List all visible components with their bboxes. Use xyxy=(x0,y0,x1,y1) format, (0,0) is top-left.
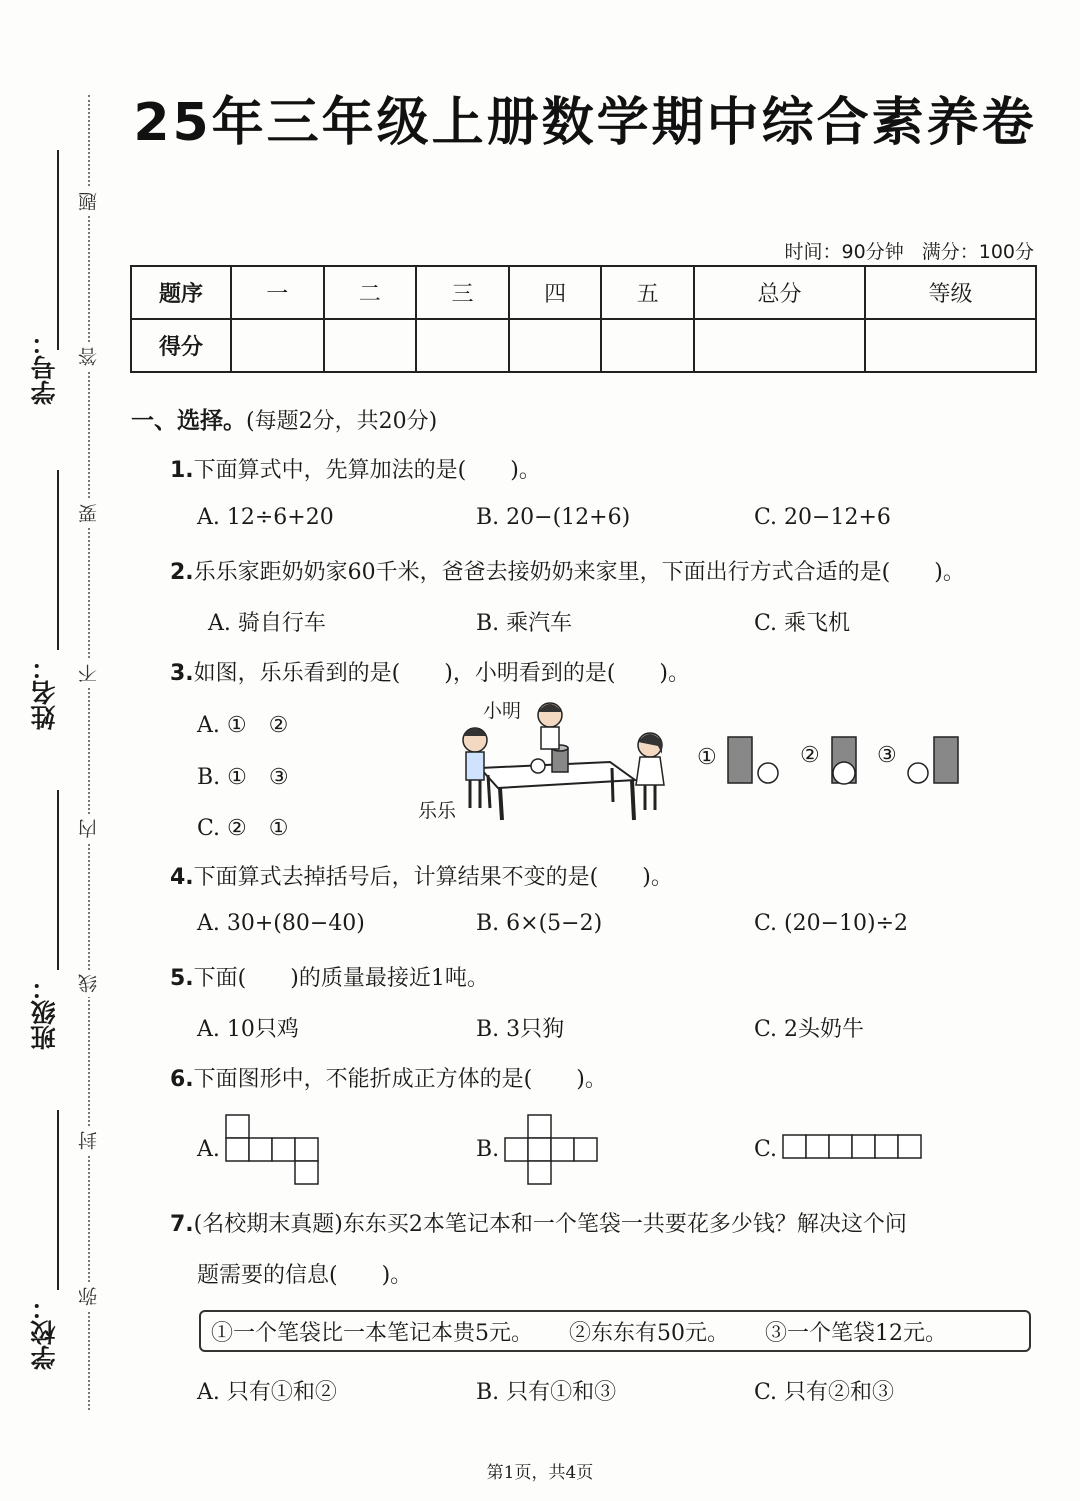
info-item: ③一个笔袋12元。 xyxy=(765,1320,947,1346)
score-table-header-row xyxy=(131,266,1036,319)
option-c[interactable]: C. ② ① xyxy=(197,816,289,841)
option-a[interactable]: A. 10只鸡 xyxy=(197,1017,299,1042)
lele-label: 乐乐 xyxy=(418,800,457,822)
full-score: 满分：100分 xyxy=(921,241,1034,263)
view-label: ① xyxy=(697,745,717,770)
question-number: 5. xyxy=(170,966,194,991)
class-label: 班级： xyxy=(30,975,59,1050)
option-c[interactable]: C. (20−10)÷2 xyxy=(754,911,909,936)
question-text: 如图，乐乐看到的是( )，小明看到的是( )。 xyxy=(193,661,691,686)
option-b[interactable]: B. 6×(5−2) xyxy=(476,911,603,936)
seal-char: 线 xyxy=(78,970,100,997)
question-1 xyxy=(170,453,541,484)
score-col-header: 题序 xyxy=(131,266,231,319)
cube-net-b xyxy=(503,1113,603,1187)
question-3 xyxy=(170,656,690,687)
seal-char: 题 xyxy=(78,188,100,215)
score-col-header: 四 xyxy=(509,266,602,319)
option-b[interactable]: B. 20−(12+6) xyxy=(476,505,631,530)
question-5 xyxy=(170,961,489,992)
score-row-label: 得分 xyxy=(131,319,231,372)
view-label: ③ xyxy=(877,743,897,768)
option-a[interactable]: A. ① ② xyxy=(197,713,289,738)
score-col-header: 等级 xyxy=(865,266,1036,319)
option-a[interactable]: A. 骑自行车 xyxy=(208,611,326,636)
score-col-header: 总分 xyxy=(694,266,865,319)
option-c[interactable]: C. xyxy=(754,1137,778,1162)
seal-char: 要 xyxy=(78,500,100,527)
question-7 xyxy=(170,1207,907,1238)
question-text: 下面( )的质量最接近1吨。 xyxy=(193,966,489,991)
score-cell[interactable] xyxy=(324,319,417,372)
time-limit: 时间：90分钟 xyxy=(784,241,904,263)
score-cell[interactable] xyxy=(416,319,509,372)
score-cell[interactable] xyxy=(509,319,602,372)
option-a[interactable]: A. xyxy=(197,1137,220,1162)
question-6 xyxy=(170,1062,607,1093)
question-text: 下面算式去掉括号后，计算结果不变的是( )。 xyxy=(193,865,673,890)
option-b[interactable]: B. 3只狗 xyxy=(476,1017,565,1042)
question-2 xyxy=(170,555,965,586)
score-col-header: 二 xyxy=(324,266,417,319)
margin-line xyxy=(57,150,59,350)
question-number: 6. xyxy=(170,1067,194,1092)
option-a[interactable]: A. 30+(80−40) xyxy=(197,911,365,936)
option-c[interactable]: C. 乘飞机 xyxy=(754,611,851,636)
option-b[interactable]: B. 乘汽车 xyxy=(476,611,573,636)
margin-line xyxy=(57,470,59,650)
option-b[interactable]: B. xyxy=(476,1137,500,1162)
section-header xyxy=(131,402,437,435)
option-a[interactable]: A. 12÷6+20 xyxy=(197,505,334,530)
name-label: 姓名： xyxy=(30,655,59,730)
score-table-score-row xyxy=(131,319,1036,372)
option-c[interactable]: C. 2头奶牛 xyxy=(754,1017,865,1042)
score-cell[interactable] xyxy=(694,319,865,372)
cube-net-a xyxy=(224,1113,324,1187)
info-box xyxy=(199,1310,1031,1352)
seal-char: 弥 xyxy=(78,1283,100,1310)
score-cell[interactable] xyxy=(865,319,1036,372)
seal-char: 封 xyxy=(78,1127,100,1154)
student-number-label: 学号： xyxy=(30,330,59,405)
question-text: 下面算式中，先算加法的是( )。 xyxy=(193,458,541,483)
score-cell[interactable] xyxy=(231,319,324,372)
score-table xyxy=(130,265,1037,373)
question-4 xyxy=(170,860,673,891)
info-item: ②东东有50元。 xyxy=(569,1320,729,1346)
seal-char: 内 xyxy=(78,815,100,842)
xiaoming-label: 小明 xyxy=(483,700,522,722)
view-2-figure xyxy=(826,733,866,788)
question-text: (名校期末真题)东东买2本笔记本和一个笔袋一共要花多少钱？解决这个问 xyxy=(193,1212,907,1237)
view-1-figure xyxy=(722,733,782,788)
seal-char: 不 xyxy=(78,660,100,687)
info-item: ①一个笔袋比一本笔记本贵5元。 xyxy=(211,1320,533,1346)
question-number: 3. xyxy=(170,661,194,686)
option-c[interactable]: C. 20−12+6 xyxy=(754,505,891,530)
page-title: 25年三年级上册数学期中综合素养卷 xyxy=(133,93,1037,153)
option-b[interactable]: B. ① ③ xyxy=(197,765,289,790)
section-title: 一、选择。 xyxy=(131,408,246,434)
view-3-figure xyxy=(904,733,964,788)
score-col-header: 一 xyxy=(231,266,324,319)
option-a[interactable]: A. 只有①和② xyxy=(197,1380,337,1405)
option-c[interactable]: C. 只有②和③ xyxy=(754,1380,895,1405)
cube-net-c xyxy=(781,1133,927,1163)
score-col-header: 五 xyxy=(601,266,694,319)
page-footer: 第1页，共4页 xyxy=(486,1463,594,1483)
question-number: 1. xyxy=(170,458,194,483)
school-label: 学校： xyxy=(30,1295,59,1370)
exam-meta xyxy=(767,237,1034,264)
margin-line xyxy=(57,790,59,970)
question-text: 乐乐家距奶奶家60千米，爸爸去接奶奶来家里，下面出行方式合适的是( )。 xyxy=(193,560,965,585)
view-label: ② xyxy=(800,743,820,768)
score-col-header: 三 xyxy=(416,266,509,319)
score-cell[interactable] xyxy=(601,319,694,372)
margin-line xyxy=(57,1110,59,1290)
question-text: 下面图形中，不能折成正方体的是( )。 xyxy=(193,1067,607,1092)
option-b[interactable]: B. 只有①和③ xyxy=(476,1380,617,1405)
section-note: (每题2分，共20分) xyxy=(246,409,438,434)
question-number: 4. xyxy=(170,865,194,890)
seal-dotted-line xyxy=(88,95,90,1410)
question-number: 2. xyxy=(170,560,194,585)
seal-char: 答 xyxy=(78,343,100,370)
question-number: 7. xyxy=(170,1212,194,1237)
question-7-continued: 题需要的信息( )。 xyxy=(197,1263,413,1288)
